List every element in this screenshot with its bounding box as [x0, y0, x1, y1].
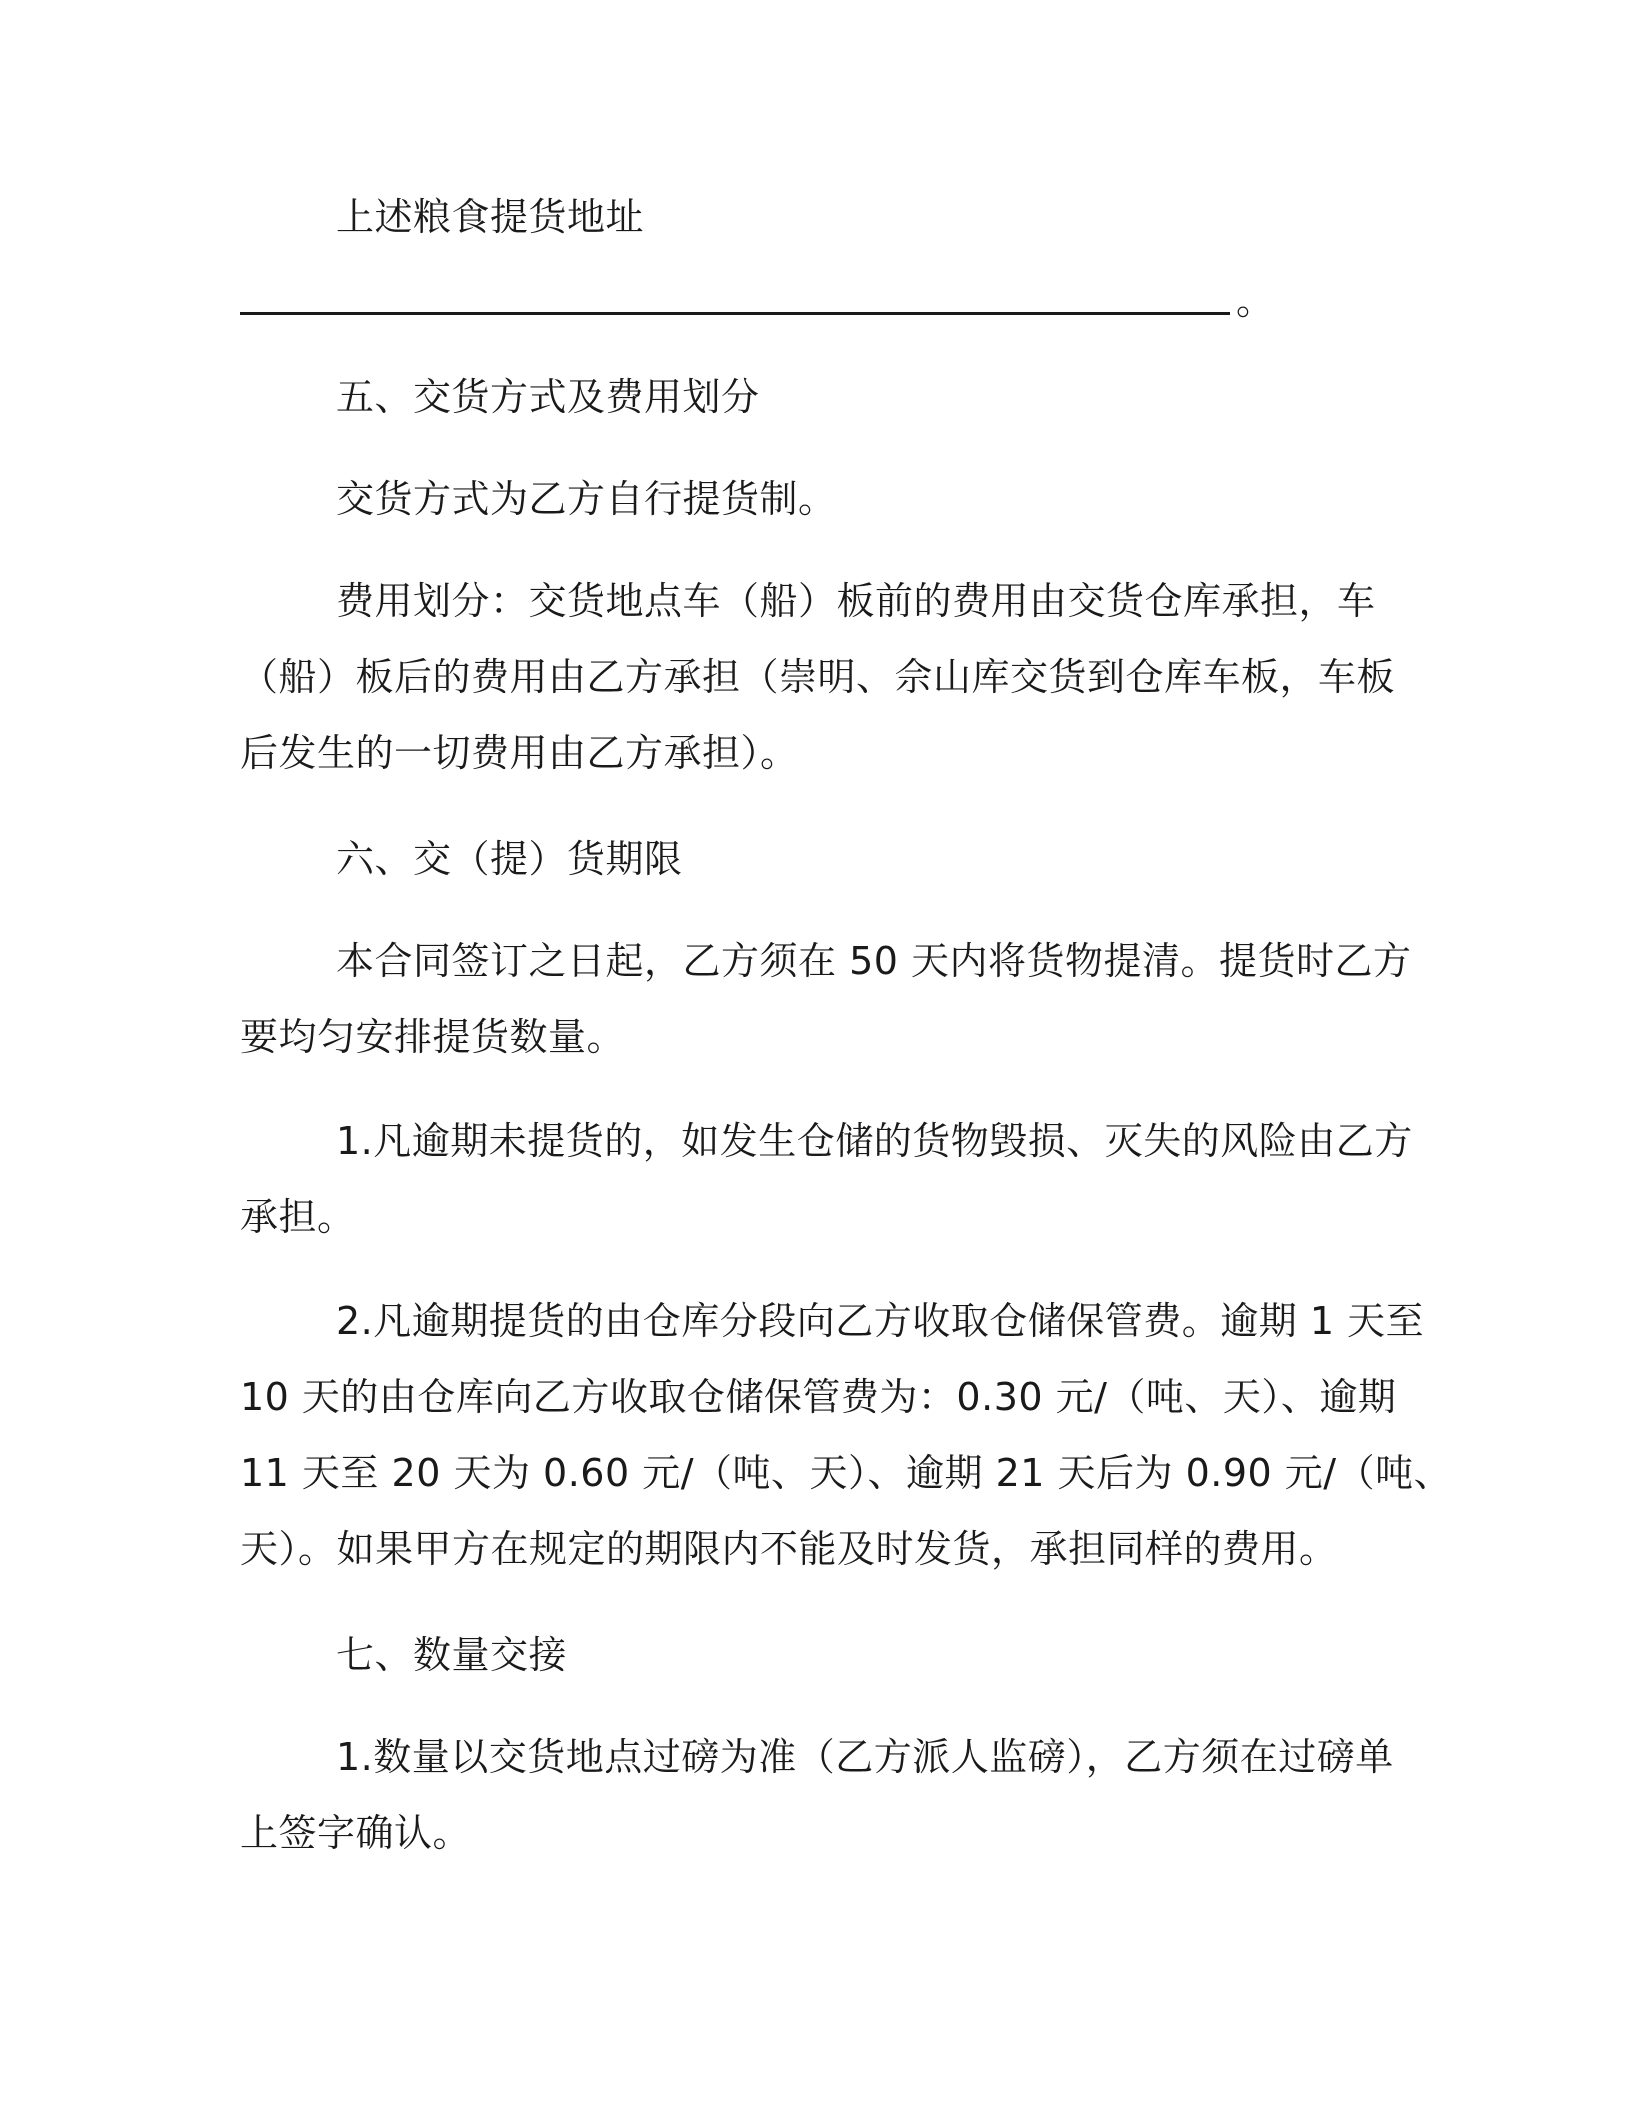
- section7-heading: 七、数量交接: [336, 1633, 568, 1677]
- section6-item1-line-1: 1.凡逾期未提货的，如发生仓储的货物毁损、灭失的风险由乙方: [336, 1119, 1413, 1163]
- section6-item2-line-2: 10 天的由仓库向乙方收取仓储保管费为：0.30 元/（吨、天）、逾期: [240, 1375, 1397, 1419]
- section5-method: 交货方式为乙方自行提货制。: [336, 477, 837, 521]
- section6-heading: 六、交（提）货期限: [336, 837, 683, 881]
- section6-item2-line-1: 2.凡逾期提货的由仓库分段向乙方收取仓储保管费。逾期 1 天至: [336, 1299, 1425, 1343]
- section5-fee-line-1: 费用划分：交货地点车（船）板前的费用由交货仓库承担，车: [336, 579, 1376, 623]
- section7-item1-line-2: 上签字确认。: [240, 1811, 472, 1855]
- address-blank-end: 。: [1236, 279, 1275, 323]
- section5-fee-line-2: （船）板后的费用由乙方承担（崇明、佘山库交货到仓库车板，车板: [240, 655, 1396, 699]
- section5-heading: 五、交货方式及费用划分: [336, 375, 760, 419]
- section6-item2-line-4: 天）。如果甲方在规定的期限内不能及时发货，承担同样的费用。: [240, 1527, 1338, 1571]
- section6-item1-line-2: 承担。: [240, 1195, 356, 1239]
- section6-para-line-1: 本合同签订之日起，乙方须在 50 天内将货物提清。提货时乙方: [336, 939, 1412, 983]
- section7-item1-line-1: 1.数量以交货地点过磅为准（乙方派人监磅），乙方须在过磅单: [336, 1735, 1394, 1779]
- address-blank-line: [240, 312, 1230, 315]
- section6-para-line-2: 要均匀安排提货数量。: [240, 1015, 626, 1059]
- section5-fee-line-3: 后发生的一切费用由乙方承担）。: [240, 731, 799, 775]
- section6-item2-line-3: 11 天至 20 天为 0.60 元/（吨、天）、逾期 21 天后为 0.90 元/（吨、: [240, 1451, 1453, 1495]
- address-label: 上述粮食提货地址: [336, 195, 645, 239]
